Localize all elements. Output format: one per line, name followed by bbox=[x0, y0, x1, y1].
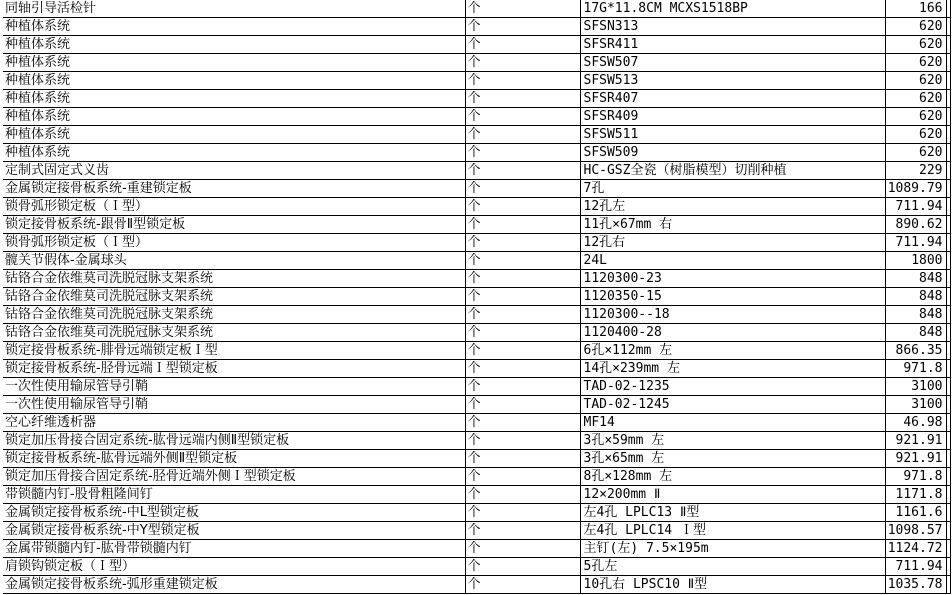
price-cell[interactable]: 620 bbox=[885, 18, 946, 36]
empty-cell[interactable] bbox=[946, 450, 950, 468]
empty-cell[interactable] bbox=[946, 486, 950, 504]
unit-cell[interactable]: 个 bbox=[465, 198, 580, 216]
item-name-cell[interactable]: 金属锁定接骨板系统-中Y型锁定板 bbox=[3, 522, 465, 540]
empty-cell[interactable] bbox=[946, 144, 950, 162]
price-cell[interactable]: 848 bbox=[885, 306, 946, 324]
item-name-cell[interactable]: 锁定加压骨接合固定系统-胫骨近端外侧Ｉ型锁定板 bbox=[3, 468, 465, 486]
unit-cell[interactable]: 个 bbox=[465, 450, 580, 468]
table-row bbox=[3, 396, 950, 414]
empty-cell[interactable] bbox=[946, 342, 950, 360]
spec-cell[interactable]: 主钉(左) 7.5×195m bbox=[580, 540, 885, 558]
item-name-cell[interactable]: 一次性使用输尿管导引鞘 bbox=[3, 396, 465, 414]
table-row bbox=[3, 306, 950, 324]
unit-cell[interactable]: 个 bbox=[465, 396, 580, 414]
spec-cell[interactable]: SFSW509 bbox=[580, 144, 885, 162]
unit-cell[interactable]: 个 bbox=[465, 306, 580, 324]
item-name-cell[interactable]: 空心纤维透析器 bbox=[3, 414, 465, 432]
price-cell[interactable]: 1124.72 bbox=[885, 540, 946, 558]
spreadsheet-table bbox=[3, 0, 951, 594]
spec-cell[interactable]: TAD-02-1245 bbox=[580, 396, 885, 414]
unit-cell[interactable]: 个 bbox=[465, 144, 580, 162]
unit-cell[interactable]: 个 bbox=[465, 162, 580, 180]
item-name-cell[interactable]: 锁定加压骨接合固定系统-肱骨远端内侧Ⅱ型锁定板 bbox=[3, 432, 465, 450]
spec-cell[interactable]: 1120300--18 bbox=[580, 306, 885, 324]
table-row bbox=[3, 0, 950, 18]
empty-cell[interactable] bbox=[946, 288, 950, 306]
spec-cell[interactable]: 12孔左 bbox=[580, 198, 885, 216]
spec-cell[interactable]: TAD-02-1235 bbox=[580, 378, 885, 396]
table-row bbox=[3, 36, 950, 54]
item-name-cell[interactable]: 髋关节假体-金属球头 bbox=[3, 252, 465, 270]
table-row bbox=[3, 108, 950, 126]
unit-cell[interactable]: 个 bbox=[465, 558, 580, 576]
empty-cell[interactable] bbox=[946, 90, 950, 108]
table-row bbox=[3, 468, 950, 486]
price-cell[interactable]: 711.94 bbox=[885, 234, 946, 252]
item-name-cell[interactable]: 带锁髓内钉-股骨粗隆间钉 bbox=[3, 486, 465, 504]
table-row bbox=[3, 486, 950, 504]
spec-cell[interactable]: 8孔×128mm 左 bbox=[580, 468, 885, 486]
table-row bbox=[3, 450, 950, 468]
price-cell[interactable]: 620 bbox=[885, 72, 946, 90]
table-row bbox=[3, 540, 950, 558]
item-name-cell[interactable]: 种植体系统 bbox=[3, 54, 465, 72]
table-row bbox=[3, 126, 950, 144]
empty-cell[interactable] bbox=[946, 252, 950, 270]
unit-cell[interactable]: 个 bbox=[465, 18, 580, 36]
price-cell[interactable]: 166 bbox=[885, 0, 946, 18]
item-name-cell[interactable]: 锁定接骨板系统-跟骨Ⅱ型锁定板 bbox=[3, 216, 465, 234]
unit-cell[interactable]: 个 bbox=[465, 540, 580, 558]
price-cell[interactable]: 1171.8 bbox=[885, 486, 946, 504]
price-cell[interactable]: 848 bbox=[885, 270, 946, 288]
price-cell[interactable]: 971.8 bbox=[885, 468, 946, 486]
unit-cell[interactable]: 个 bbox=[465, 288, 580, 306]
empty-cell[interactable] bbox=[946, 234, 950, 252]
spec-cell[interactable]: MF14 bbox=[580, 414, 885, 432]
spec-cell[interactable]: SFSR407 bbox=[580, 90, 885, 108]
table-row bbox=[3, 18, 950, 36]
price-cell[interactable]: 3100 bbox=[885, 396, 946, 414]
unit-cell[interactable]: 个 bbox=[465, 576, 580, 594]
item-name-cell[interactable]: 种植体系统 bbox=[3, 108, 465, 126]
empty-cell[interactable] bbox=[946, 414, 950, 432]
spec-cell[interactable]: 5孔左 bbox=[580, 558, 885, 576]
empty-cell[interactable] bbox=[946, 522, 950, 540]
spec-cell[interactable]: 24L bbox=[580, 252, 885, 270]
unit-cell[interactable]: 个 bbox=[465, 468, 580, 486]
unit-cell[interactable]: 个 bbox=[465, 216, 580, 234]
empty-cell[interactable] bbox=[946, 360, 950, 378]
item-name-cell[interactable]: 锁定接骨板系统-胫骨远端Ｉ型锁定板 bbox=[3, 360, 465, 378]
price-cell[interactable]: 1800 bbox=[885, 252, 946, 270]
price-cell[interactable]: 848 bbox=[885, 324, 946, 342]
spec-cell[interactable]: 3孔×65mm 左 bbox=[580, 450, 885, 468]
item-name-cell[interactable]: 种植体系统 bbox=[3, 18, 465, 36]
price-cell[interactable]: 890.62 bbox=[885, 216, 946, 234]
table-row bbox=[3, 558, 950, 576]
item-name-cell[interactable]: 定制式固定式义齿 bbox=[3, 162, 465, 180]
spec-cell[interactable]: 11孔×67mm 右 bbox=[580, 216, 885, 234]
empty-cell[interactable] bbox=[946, 54, 950, 72]
empty-cell[interactable] bbox=[946, 108, 950, 126]
price-cell[interactable]: 229 bbox=[885, 162, 946, 180]
table-row bbox=[3, 360, 950, 378]
item-name-cell[interactable]: 钴铬合金依维莫司洗脱冠脉支架系统 bbox=[3, 270, 465, 288]
price-cell[interactable]: 620 bbox=[885, 108, 946, 126]
item-name-cell[interactable]: 种植体系统 bbox=[3, 90, 465, 108]
empty-cell[interactable] bbox=[946, 36, 950, 54]
table-row bbox=[3, 90, 950, 108]
spec-cell[interactable]: SFSN313 bbox=[580, 18, 885, 36]
unit-cell[interactable]: 个 bbox=[465, 36, 580, 54]
spec-cell[interactable]: HC-GSZ全瓷（树脂模型）切削种植 bbox=[580, 162, 885, 180]
spec-cell[interactable]: 左4孔 LPLC14 Ｉ型 bbox=[580, 522, 885, 540]
unit-cell[interactable]: 个 bbox=[465, 180, 580, 198]
unit-cell[interactable]: 个 bbox=[465, 432, 580, 450]
unit-cell[interactable]: 个 bbox=[465, 108, 580, 126]
table-row bbox=[3, 288, 950, 306]
unit-cell[interactable]: 个 bbox=[465, 324, 580, 342]
item-name-cell[interactable]: 锁骨弧形锁定板（Ｉ型） bbox=[3, 234, 465, 252]
unit-cell[interactable]: 个 bbox=[465, 522, 580, 540]
empty-cell[interactable] bbox=[946, 324, 950, 342]
unit-cell[interactable]: 个 bbox=[465, 72, 580, 90]
table-row bbox=[3, 324, 950, 342]
item-name-cell[interactable]: 金属锁定接骨板系统-弧形重建锁定板 bbox=[3, 576, 465, 594]
price-cell[interactable]: 921.91 bbox=[885, 432, 946, 450]
spec-cell[interactable]: 1120400-28 bbox=[580, 324, 885, 342]
price-cell[interactable]: 1161.6 bbox=[885, 504, 946, 522]
price-cell[interactable]: 1089.79 bbox=[885, 180, 946, 198]
table-row bbox=[3, 522, 950, 540]
item-name-cell[interactable]: 金属锁定接骨板系统-中L型锁定板 bbox=[3, 504, 465, 522]
price-cell[interactable]: 921.91 bbox=[885, 450, 946, 468]
empty-cell[interactable] bbox=[946, 72, 950, 90]
spec-cell[interactable]: 6孔×112mm 左 bbox=[580, 342, 885, 360]
table-row bbox=[3, 342, 950, 360]
price-cell[interactable]: 620 bbox=[885, 144, 946, 162]
table-row bbox=[3, 270, 950, 288]
spec-cell[interactable]: 17G*11.8CM MCXS1518BP bbox=[580, 0, 885, 18]
empty-cell[interactable] bbox=[946, 576, 950, 594]
spec-cell[interactable]: 1120300-23 bbox=[580, 270, 885, 288]
unit-cell[interactable]: 个 bbox=[465, 234, 580, 252]
unit-cell[interactable]: 个 bbox=[465, 504, 580, 522]
table-row bbox=[3, 144, 950, 162]
unit-cell[interactable]: 个 bbox=[465, 90, 580, 108]
table-row bbox=[3, 252, 950, 270]
empty-cell[interactable] bbox=[946, 216, 950, 234]
price-cell[interactable]: 620 bbox=[885, 90, 946, 108]
table-row bbox=[3, 198, 950, 216]
empty-cell[interactable] bbox=[946, 540, 950, 558]
unit-cell[interactable]: 个 bbox=[465, 54, 580, 72]
unit-cell[interactable]: 个 bbox=[465, 486, 580, 504]
empty-cell[interactable] bbox=[946, 270, 950, 288]
item-name-cell[interactable]: 种植体系统 bbox=[3, 72, 465, 90]
unit-cell[interactable]: 个 bbox=[465, 270, 580, 288]
table-row bbox=[3, 504, 950, 522]
spec-cell[interactable]: SFSW513 bbox=[580, 72, 885, 90]
price-cell[interactable]: 711.94 bbox=[885, 558, 946, 576]
item-name-cell[interactable]: 钴铬合金依维莫司洗脱冠脉支架系统 bbox=[3, 288, 465, 306]
unit-cell[interactable]: 个 bbox=[465, 252, 580, 270]
spec-cell[interactable]: 左4孔 LPLC13 Ⅱ型 bbox=[580, 504, 885, 522]
empty-cell[interactable] bbox=[946, 432, 950, 450]
empty-cell[interactable] bbox=[946, 396, 950, 414]
item-name-cell[interactable]: 种植体系统 bbox=[3, 126, 465, 144]
table-row bbox=[3, 576, 950, 594]
price-cell[interactable]: 620 bbox=[885, 54, 946, 72]
price-cell[interactable]: 620 bbox=[885, 36, 946, 54]
empty-cell[interactable] bbox=[946, 378, 950, 396]
item-name-cell[interactable]: 锁骨弧形锁定板（Ｉ型） bbox=[3, 198, 465, 216]
unit-cell[interactable]: 个 bbox=[465, 0, 580, 18]
empty-cell[interactable] bbox=[946, 126, 950, 144]
spec-cell[interactable]: SFSW511 bbox=[580, 126, 885, 144]
empty-cell[interactable] bbox=[946, 0, 950, 18]
spec-cell[interactable]: 12×200mm Ⅱ bbox=[580, 486, 885, 504]
spec-cell[interactable]: SFSR409 bbox=[580, 108, 885, 126]
item-name-cell[interactable]: 钴铬合金依维莫司洗脱冠脉支架系统 bbox=[3, 324, 465, 342]
unit-cell[interactable]: 个 bbox=[465, 414, 580, 432]
empty-cell[interactable] bbox=[946, 162, 950, 180]
price-cell[interactable]: 3100 bbox=[885, 378, 946, 396]
empty-cell[interactable] bbox=[946, 468, 950, 486]
spec-cell[interactable]: 1120350-15 bbox=[580, 288, 885, 306]
item-name-cell[interactable]: 种植体系统 bbox=[3, 144, 465, 162]
item-name-cell[interactable]: 同轴引导活检针 bbox=[3, 0, 465, 18]
price-cell[interactable]: 620 bbox=[885, 126, 946, 144]
table-row bbox=[3, 72, 950, 90]
table-row bbox=[3, 378, 950, 396]
item-name-cell[interactable]: 肩锁钩锁定板（Ｉ型） bbox=[3, 558, 465, 576]
empty-cell[interactable] bbox=[946, 504, 950, 522]
table-row bbox=[3, 180, 950, 198]
spec-cell[interactable]: 7孔 bbox=[580, 180, 885, 198]
unit-cell[interactable]: 个 bbox=[465, 360, 580, 378]
table-row bbox=[3, 432, 950, 450]
unit-cell[interactable]: 个 bbox=[465, 342, 580, 360]
spec-cell[interactable]: SFSR411 bbox=[580, 36, 885, 54]
empty-cell[interactable] bbox=[946, 558, 950, 576]
item-name-cell[interactable]: 钴铬合金依维莫司洗脱冠脉支架系统 bbox=[3, 306, 465, 324]
price-cell[interactable]: 1035.78 bbox=[885, 576, 946, 594]
price-cell[interactable]: 711.94 bbox=[885, 198, 946, 216]
empty-cell[interactable] bbox=[946, 180, 950, 198]
unit-cell[interactable]: 个 bbox=[465, 126, 580, 144]
price-cell[interactable]: 971.8 bbox=[885, 360, 946, 378]
spec-cell[interactable]: SFSW507 bbox=[580, 54, 885, 72]
item-name-cell[interactable]: 锁定接骨板系统-肱骨远端外侧Ⅱ型锁定板 bbox=[3, 450, 465, 468]
unit-cell[interactable]: 个 bbox=[465, 378, 580, 396]
table-row bbox=[3, 162, 950, 180]
table-row bbox=[3, 54, 950, 72]
spec-cell[interactable]: 3孔×59mm 左 bbox=[580, 432, 885, 450]
item-name-cell[interactable]: 种植体系统 bbox=[3, 36, 465, 54]
price-cell[interactable]: 848 bbox=[885, 288, 946, 306]
item-name-cell[interactable]: 金属带锁髓内钉-肱骨带锁髓内钉 bbox=[3, 540, 465, 558]
table-row bbox=[3, 216, 950, 234]
table-row bbox=[3, 414, 950, 432]
empty-cell[interactable] bbox=[946, 306, 950, 324]
price-cell[interactable]: 46.98 bbox=[885, 414, 946, 432]
spreadsheet-body bbox=[3, 0, 950, 594]
table-row bbox=[3, 234, 950, 252]
item-name-cell[interactable]: 一次性使用输尿管导引鞘 bbox=[3, 378, 465, 396]
spec-cell[interactable]: 14孔×239mm 左 bbox=[580, 360, 885, 378]
spec-cell[interactable]: 10孔右 LPSC10 Ⅱ型 bbox=[580, 576, 885, 594]
price-cell[interactable]: 866.35 bbox=[885, 342, 946, 360]
empty-cell[interactable] bbox=[946, 18, 950, 36]
item-name-cell[interactable]: 锁定接骨板系统-腓骨远端锁定板Ｉ型 bbox=[3, 342, 465, 360]
spec-cell[interactable]: 12孔右 bbox=[580, 234, 885, 252]
price-cell[interactable]: 1098.57 bbox=[885, 522, 946, 540]
empty-cell[interactable] bbox=[946, 198, 950, 216]
item-name-cell[interactable]: 金属锁定接骨板系统-重建锁定板 bbox=[3, 180, 465, 198]
